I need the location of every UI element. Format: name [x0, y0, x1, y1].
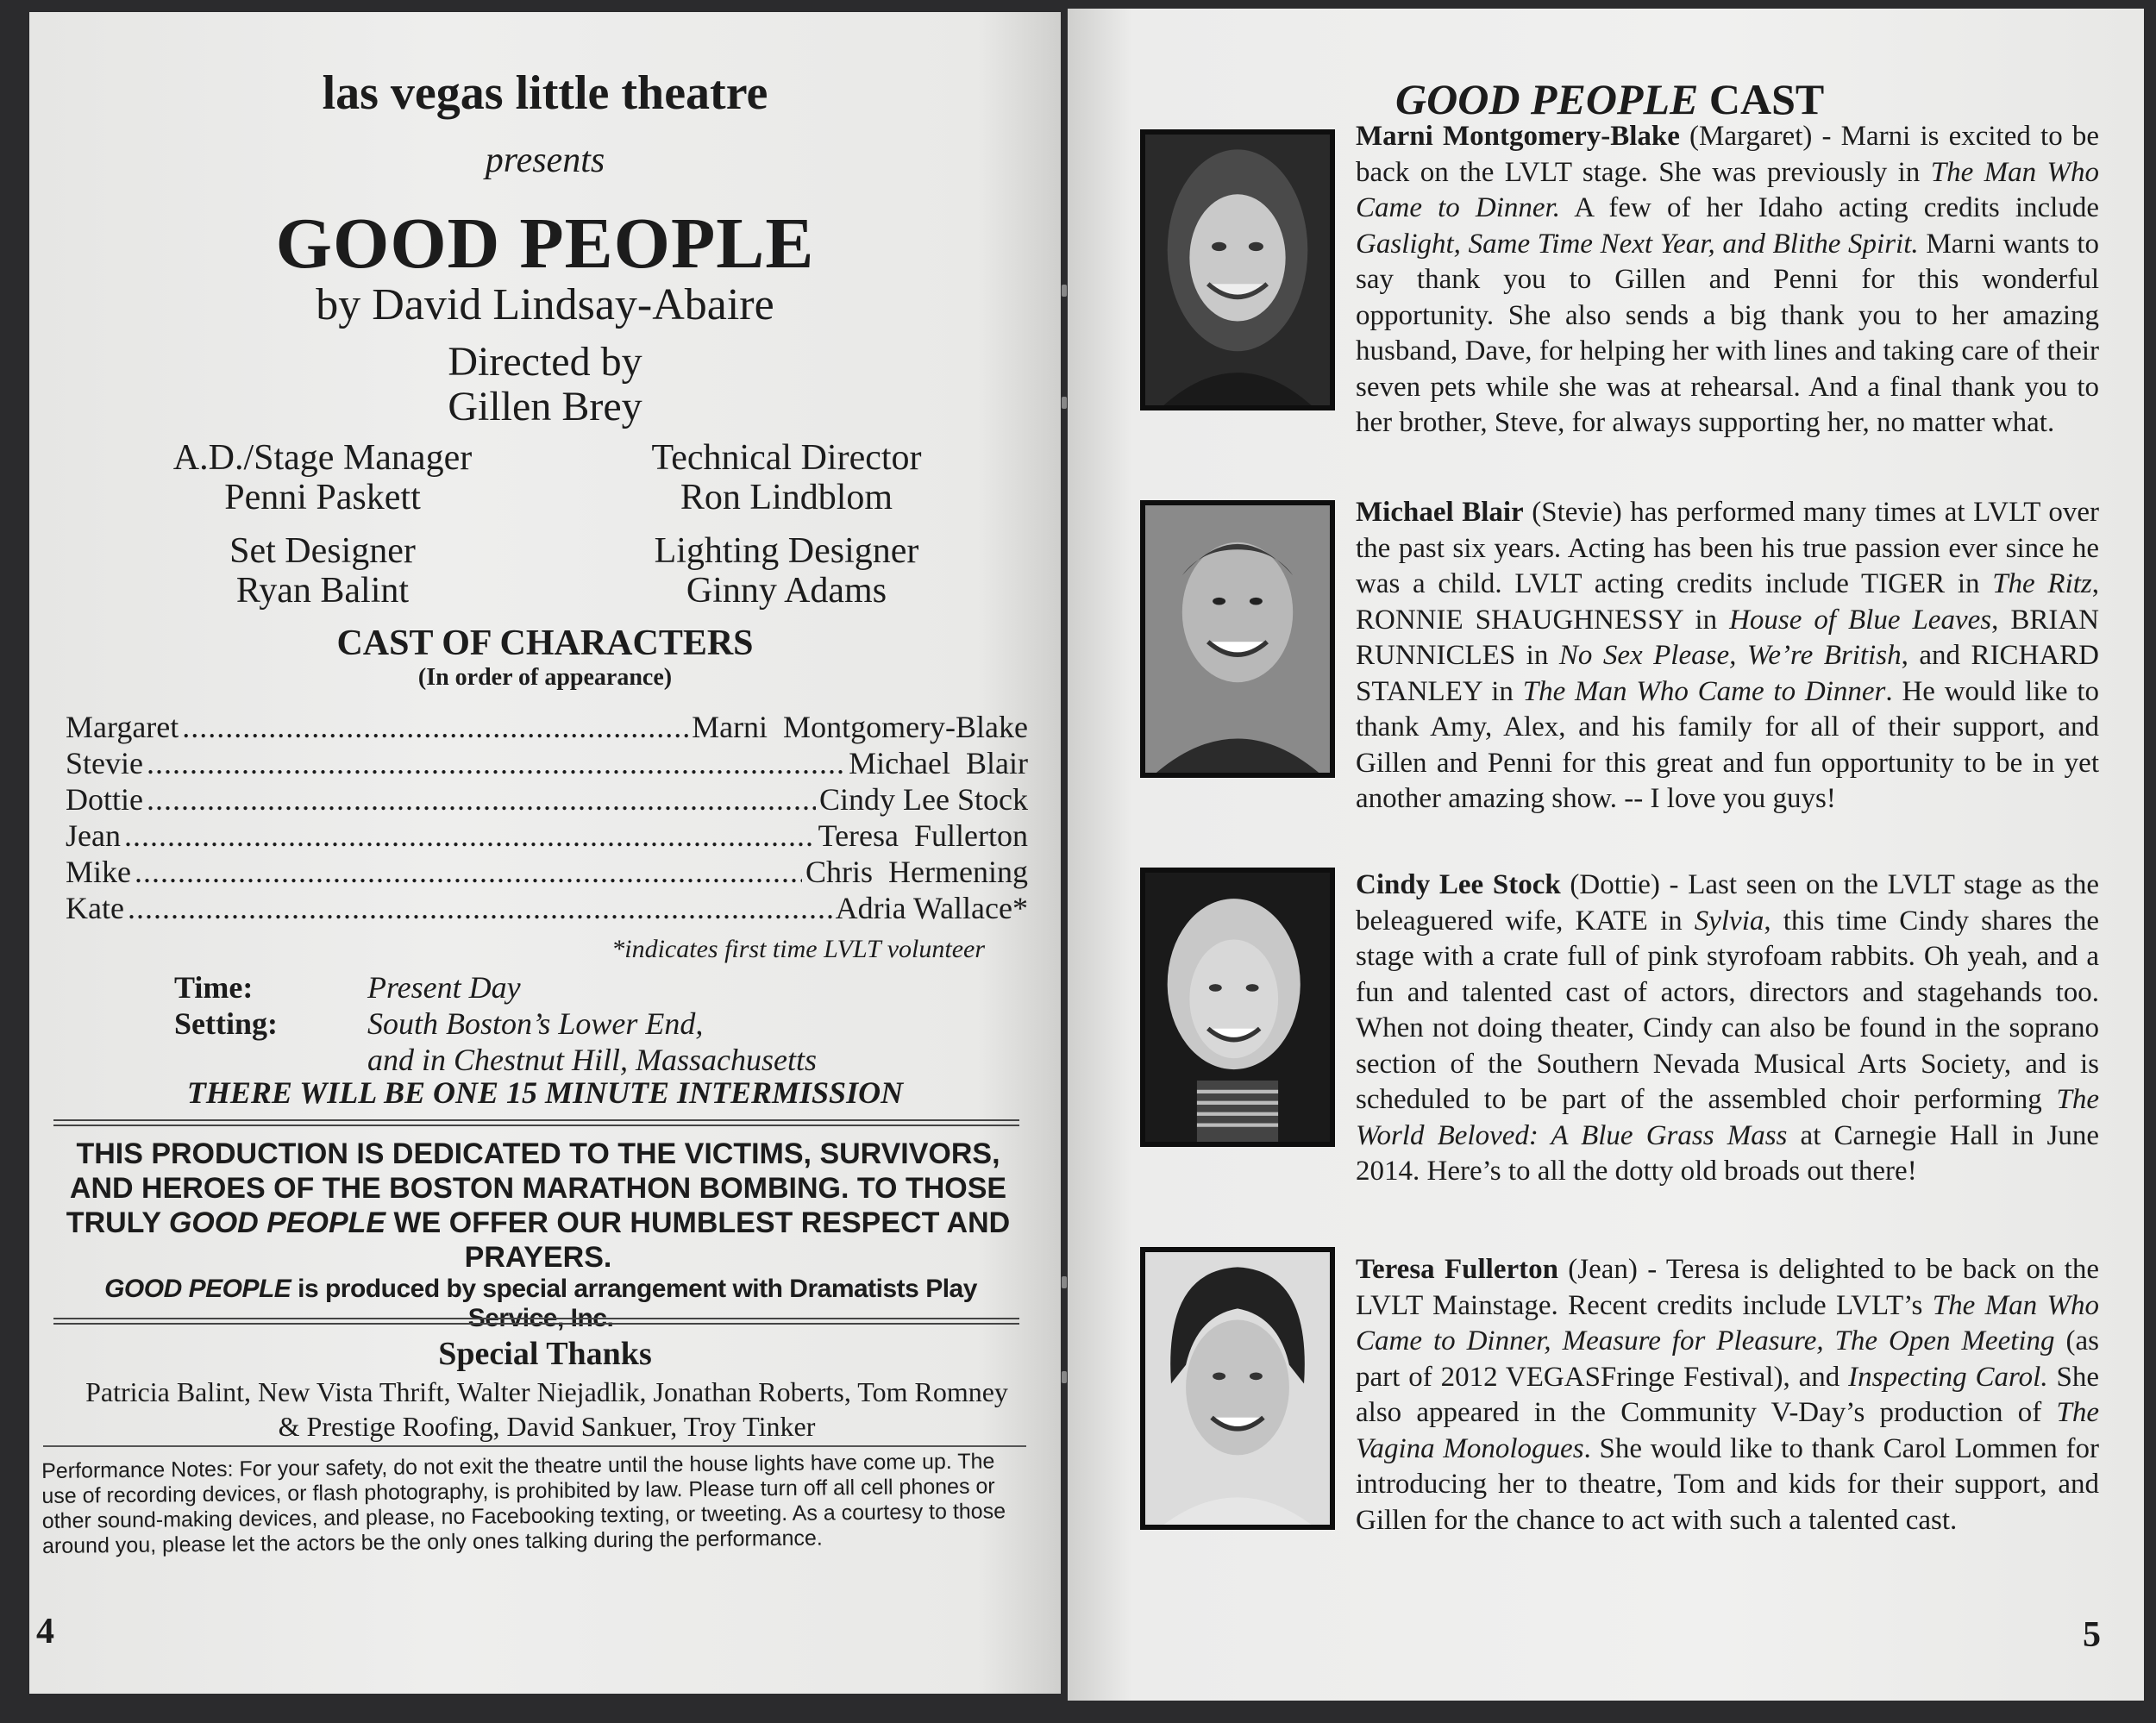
bio-text: (Margaret) - Marni is excited to be back on the LVLT stage. She was previously in — [1356, 121, 2099, 188]
time-label: Time: — [174, 970, 254, 1005]
bio-text: , BRIAN RUNNICLES in — [1356, 604, 2099, 671]
bio-credit-title: The Ritz — [1992, 568, 2092, 599]
staple — [1062, 1276, 1067, 1288]
bio-credit-title: The Man Who Came to Dinner, Measure for Pleasure, The Open Meeting — [1356, 1289, 2099, 1356]
cast-list — [66, 709, 1028, 926]
page-number: 4 — [36, 1612, 54, 1651]
cast-page-title — [1395, 74, 1824, 124]
special-thanks-heading: Special Thanks — [438, 1336, 652, 1372]
playwright: by David Lindsay-Abaire — [316, 280, 774, 329]
bio-actor-name: Marni Montgomery-Blake — [1356, 121, 1680, 152]
bio-marni-montgomery-blake — [1356, 119, 2099, 442]
bio-text: (Jean) - Teresa is delighted to be back on the LVLT Mainstage. Recent credits include LVLT’s — [1356, 1254, 2099, 1321]
staple — [1062, 1371, 1067, 1383]
bio-text: . He would like to thank Amy, Alex, and his family for all of their support, and Gillen and Penni for this great and fun opportunity to be in yet another amazing show. -- I love you guys! — [1356, 675, 2099, 814]
bio-text: , and RICHARD STANLEY in — [1356, 640, 2099, 707]
theatre-name: las vegas little theatre — [322, 66, 768, 120]
bio-text: , this time Cindy shares the stage with a crate full of pink styrofoam rabbits. Oh yeah, and a fun and talented cast of actors, directors and stagehands too. When not doing theater, Cindy can also be found in the soprano section of the Southern Nevada Musical Arts Society, and is scheduled to be part of the assembled choir performing — [1356, 905, 2099, 1115]
crew-set-designer — [141, 531, 504, 611]
left-page — [29, 12, 1061, 1694]
director-name: Gillen Brey — [448, 384, 642, 429]
dedication-text: WE OFFER OUR HUMBLEST RESPECT AND PRAYERS. — [385, 1206, 1011, 1274]
crew-name: Ryan Balint — [235, 571, 410, 611]
bio-credit-title: Sylvia — [1694, 905, 1764, 937]
divider — [53, 1318, 1019, 1325]
headshot-image — [1145, 505, 1330, 773]
bio-teresa-fullerton — [1356, 1252, 2099, 1538]
cast-row — [66, 818, 1028, 854]
bio-credit-title: The Vagina Monologues — [1356, 1397, 2099, 1464]
headshot-marni-montgomery-blake — [1140, 129, 1335, 410]
crew-technical-director — [605, 438, 968, 517]
character-name: Jean — [66, 818, 121, 853]
bio-credit-title: Inspecting Carol. — [1848, 1361, 2048, 1393]
cast-row — [66, 781, 1028, 818]
bio-credit-title: The World Beloved: A Blue Grass Mass — [1356, 1084, 2099, 1151]
dedication — [64, 1137, 1012, 1275]
bio-credit-title: No Sex Please, We’re British — [1558, 640, 1902, 671]
special-thanks-list: Patricia Balint, New Vista Thrift, Walter Niejadlik, Jonathan Roberts, Tom Romney & Prestige Roofing, David Sankuer, Troy Tinker — [85, 1376, 1008, 1442]
bio-text: A few of her Idaho acting credits include — [1559, 192, 2099, 223]
bio-credit-title: House of Blue Leaves — [1729, 604, 1992, 636]
crew-name: Penni Paskett — [224, 478, 421, 517]
headshot-image — [1145, 135, 1330, 405]
crew-role: Technical Director — [651, 438, 922, 478]
bio-text: (Dottie) - Last seen on the LVLT stage as the beleaguered wife, KATE in — [1356, 869, 2099, 937]
actor-name: Teresa Fullerton — [818, 818, 1028, 853]
cast-row — [66, 854, 1028, 890]
dedication-text: THIS PRODUCTION IS DEDICATED TO THE VICTIMS, SURVIVORS, AND HEROES OF THE BOSTON MARATHON BOMBING. TO THOSE TRULY — [66, 1137, 1007, 1239]
crew-role: Set Designer — [229, 531, 416, 571]
directed-by-label: Directed by — [448, 339, 642, 385]
bio-actor-name: Teresa Fullerton — [1356, 1254, 1558, 1285]
cast-title-play: GOOD PEOPLE — [1395, 75, 1699, 123]
staple — [1062, 285, 1067, 297]
setting-value-line1: South Boston’s Lower End, — [367, 1006, 704, 1041]
headshot-teresa-fullerton — [1140, 1247, 1335, 1530]
presents-label: presents — [485, 141, 605, 180]
bio-text: at Carnegie Hall in June 2014. Here’s to all the dotty old broads out there! — [1356, 1119, 2099, 1187]
bio-text: (as part of 2012 VEGASFringe Festival), and — [1356, 1325, 2099, 1393]
bio-text: Marni wants to say thank you to Gillen and Penni for this wonderful opportunity. She also sends a big thank you to her amazing husband, Dave, for helping her with lines and taking care of their seven pets while she was at rehearsal. And a final thank you to her brother, Steve, for always supporting her, no matter what. — [1356, 228, 2100, 438]
volunteer-note: *indicates first time LVLT volunteer — [611, 935, 985, 963]
cast-of-characters-heading: CAST OF CHARACTERS — [336, 623, 754, 663]
bio-text: (Stevie) has performed many times at LVLT over the past six years. Acting has been his true passion ever since he was a child. LVLT acting credits include TIGER in — [1356, 497, 2099, 599]
cast-row — [66, 890, 1028, 926]
crew-role: A.D./Stage Manager — [172, 438, 473, 478]
actor-name: Cindy Lee Stock — [819, 782, 1028, 817]
actor-name: Chris Hermening — [805, 855, 1028, 889]
director-block — [29, 340, 1061, 429]
staple — [1062, 397, 1067, 409]
rights-text: is produced by special arrangement with Dramatists Play Service, Inc. — [291, 1275, 977, 1332]
character-name: Dottie — [66, 782, 143, 817]
bio-text: She also appeared in the Community V-Day’s production of — [1356, 1361, 2099, 1428]
actor-name: Michael Blair — [849, 746, 1028, 780]
page-number: 5 — [2083, 1615, 2101, 1655]
crew-name: Ron Lindblom — [680, 478, 893, 517]
bio-credit-title: The Man Who Came to Dinner. — [1356, 156, 2099, 223]
character-name: Margaret — [66, 710, 179, 744]
cast-row — [66, 709, 1028, 745]
bio-credit-title: Gaslight, Same Time Next Year, and Blithe Spirit. — [1356, 228, 1919, 260]
cast-row — [66, 745, 1028, 781]
character-name: Kate — [66, 891, 124, 925]
headshot-image — [1145, 873, 1330, 1142]
cast-order-note: (In order of appearance) — [417, 664, 673, 691]
divider — [53, 1119, 1019, 1126]
headshot-image — [1145, 1252, 1330, 1525]
cast-title-rest: CAST — [1698, 75, 1825, 123]
character-name: Mike — [66, 855, 131, 889]
crew-lighting-designer — [605, 531, 968, 611]
actor-name: Adria Wallace* — [835, 891, 1028, 925]
divider — [43, 1445, 1026, 1447]
headshot-michael-blair — [1140, 500, 1335, 778]
intermission-notice: THERE WILL BE ONE 15 MINUTE INTERMISSION — [186, 1075, 904, 1110]
time-value: Present Day — [367, 970, 521, 1005]
rights-title: GOOD PEOPLE — [104, 1275, 291, 1303]
headshot-cindy-lee-stock — [1140, 868, 1335, 1147]
bio-text: . She would like to thank Carol Lommen for introducing her to theatre, Tom and kids for their support, and Gillen for the chance to act with such a talented cast. — [1356, 1432, 2099, 1536]
crew-role: Lighting Designer — [654, 531, 919, 571]
setting-label: Setting: — [174, 1006, 278, 1041]
right-page — [1068, 9, 2144, 1701]
bio-michael-blair — [1356, 495, 2099, 818]
bio-actor-name: Cindy Lee Stock — [1356, 869, 1561, 900]
play-title: GOOD PEOPLE — [275, 204, 815, 284]
performance-notes: Performance Notes: For your safety, do not exit the theatre until the house lights have come up. The use of recording devices, or flash photography, is prohibited by law. Please turn off all cell phones or other sound-making devices, and please, no Facebooking texting, or tweeting. As a courtesy to those around you, please let the actors be the only ones talking during the performance. — [41, 1449, 1006, 1558]
crew-name: Ginny Adams — [686, 571, 887, 611]
character-name: Stevie — [66, 746, 143, 780]
crew-stage-manager — [141, 438, 504, 517]
bio-cindy-lee-stock — [1356, 868, 2099, 1190]
actor-name: Marni Montgomery-Blake — [692, 710, 1028, 744]
dedication-title: GOOD PEOPLE — [168, 1206, 386, 1239]
bio-credit-title: The Man Who Came to Dinner — [1522, 675, 1886, 707]
bio-actor-name: Michael Blair — [1356, 497, 1524, 528]
setting-value-line2: and in Chestnut Hill, Massachusetts — [367, 1043, 817, 1077]
bio-text: , RONNIE SHAUGHNESSY in — [1356, 568, 2100, 636]
